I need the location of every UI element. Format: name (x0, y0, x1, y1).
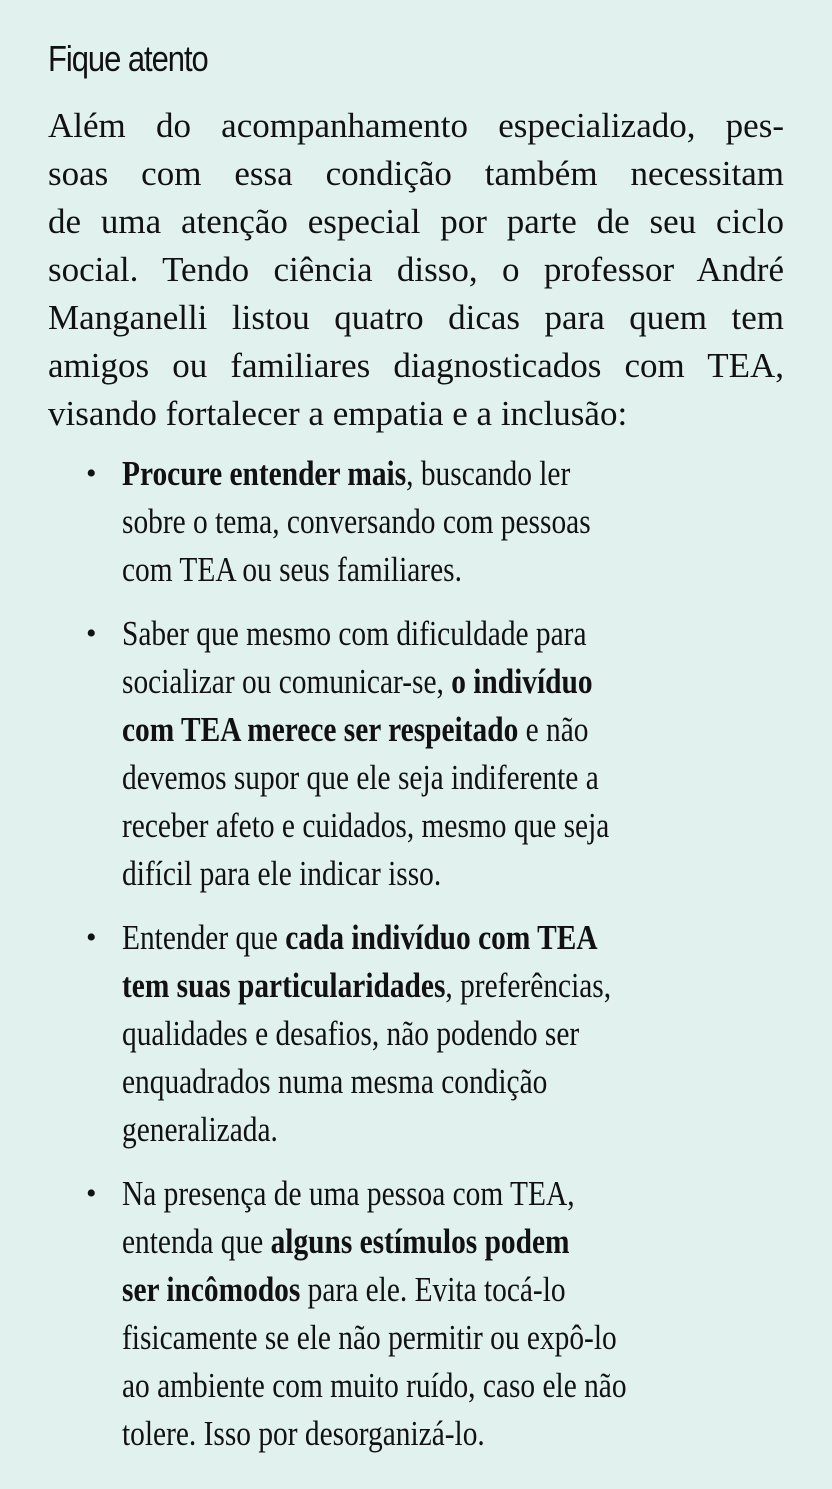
text-segment: para ele. Evita tocá-lo (300, 1270, 566, 1309)
tip-line (122, 850, 680, 898)
text-segment: devemos supor que ele seja indiferente a (122, 758, 599, 797)
text-segment: tolere. Isso por desorganizá-lo. (122, 1414, 485, 1453)
text-segment: sobre o tema, conversando com pessoas (122, 502, 591, 541)
tip-line (122, 1314, 680, 1362)
tip-line (122, 546, 680, 594)
text-segment: enquadrados numa mesma condição (122, 1062, 548, 1101)
text-segment: , preferências, (445, 966, 612, 1005)
tip-item (86, 914, 786, 1154)
tip-line (122, 658, 680, 706)
intro-line: Além do acompanhamento especializado, pes- (48, 106, 784, 145)
tip-line (122, 498, 680, 546)
text-segment: Saber que mesmo com dificuldade para (122, 614, 587, 653)
text-segment: socializar ou comunicar-se, (122, 662, 452, 701)
text-segment: fisicamente se ele não permitir ou expô-lo (122, 1318, 617, 1357)
tip-line (122, 1010, 680, 1058)
tips-list (86, 450, 786, 1474)
text-segment: generalizada. (122, 1110, 278, 1149)
text-segment: difícil para ele indicar isso. (122, 854, 442, 893)
text-segment: Entender que (122, 918, 286, 957)
tip-line (122, 914, 680, 962)
tip-line (122, 1106, 680, 1154)
tip-line (122, 802, 680, 850)
intro-line: soas com essa condição também necessitam (48, 154, 784, 193)
text-segment: e não (518, 710, 589, 749)
intro-line: Manganelli listou quatro dicas para quem tem (48, 298, 784, 337)
text-segment: qualidades e desafios, não podendo ser (122, 1014, 580, 1053)
tip-line (122, 754, 680, 802)
text-segment: ao ambiente com muito ruído, caso ele não (122, 1366, 627, 1405)
tip-line (122, 450, 680, 498)
tip-line (122, 1058, 680, 1106)
bold-phrase: o indivíduo (451, 662, 593, 701)
bold-phrase: cada indivíduo com TEA (285, 918, 598, 957)
intro-line: social. Tendo ciência disso, o professor André (48, 250, 784, 289)
tip-item (86, 610, 786, 898)
tip-line (122, 1170, 680, 1218)
text-segment: receber afeto e cuidados, mesmo que seja (122, 806, 610, 845)
text-segment: , buscando ler (406, 454, 571, 493)
text-segment: com TEA ou seus familiares. (122, 550, 462, 589)
bold-phrase: ser incômodos (122, 1270, 301, 1309)
intro-line: visando fortalecer a empatia e a inclusão: (48, 394, 628, 433)
bold-phrase: tem suas particularidades (122, 966, 446, 1005)
tip-line (122, 1218, 680, 1266)
text-segment: Na presença de uma pessoa com TEA, (122, 1174, 575, 1213)
bullet-icon: • (86, 617, 97, 650)
bullet-icon: • (86, 921, 97, 954)
bold-phrase: com TEA merece ser respeitado (122, 710, 519, 749)
bold-phrase: alguns estímulos podem (270, 1222, 570, 1261)
tip-line (122, 1266, 680, 1314)
tip-line (122, 962, 680, 1010)
section-heading: Fique atento (48, 38, 208, 79)
tip-line (122, 1362, 680, 1410)
text-segment: entenda que (122, 1222, 271, 1261)
tip-line (122, 706, 680, 754)
intro-line: amigos ou familiares diagnosticados com TEA, (48, 346, 784, 385)
intro-line: de uma atenção especial por parte de seu ciclo (48, 202, 784, 241)
bullet-icon: • (86, 457, 97, 490)
tip-item (86, 1170, 786, 1458)
bullet-icon: • (86, 1177, 97, 1210)
bold-phrase: Procure entender mais (122, 454, 407, 493)
tip-line (122, 610, 680, 658)
tip-line (122, 1410, 680, 1458)
intro-paragraph (48, 102, 784, 438)
tip-item (86, 450, 786, 594)
